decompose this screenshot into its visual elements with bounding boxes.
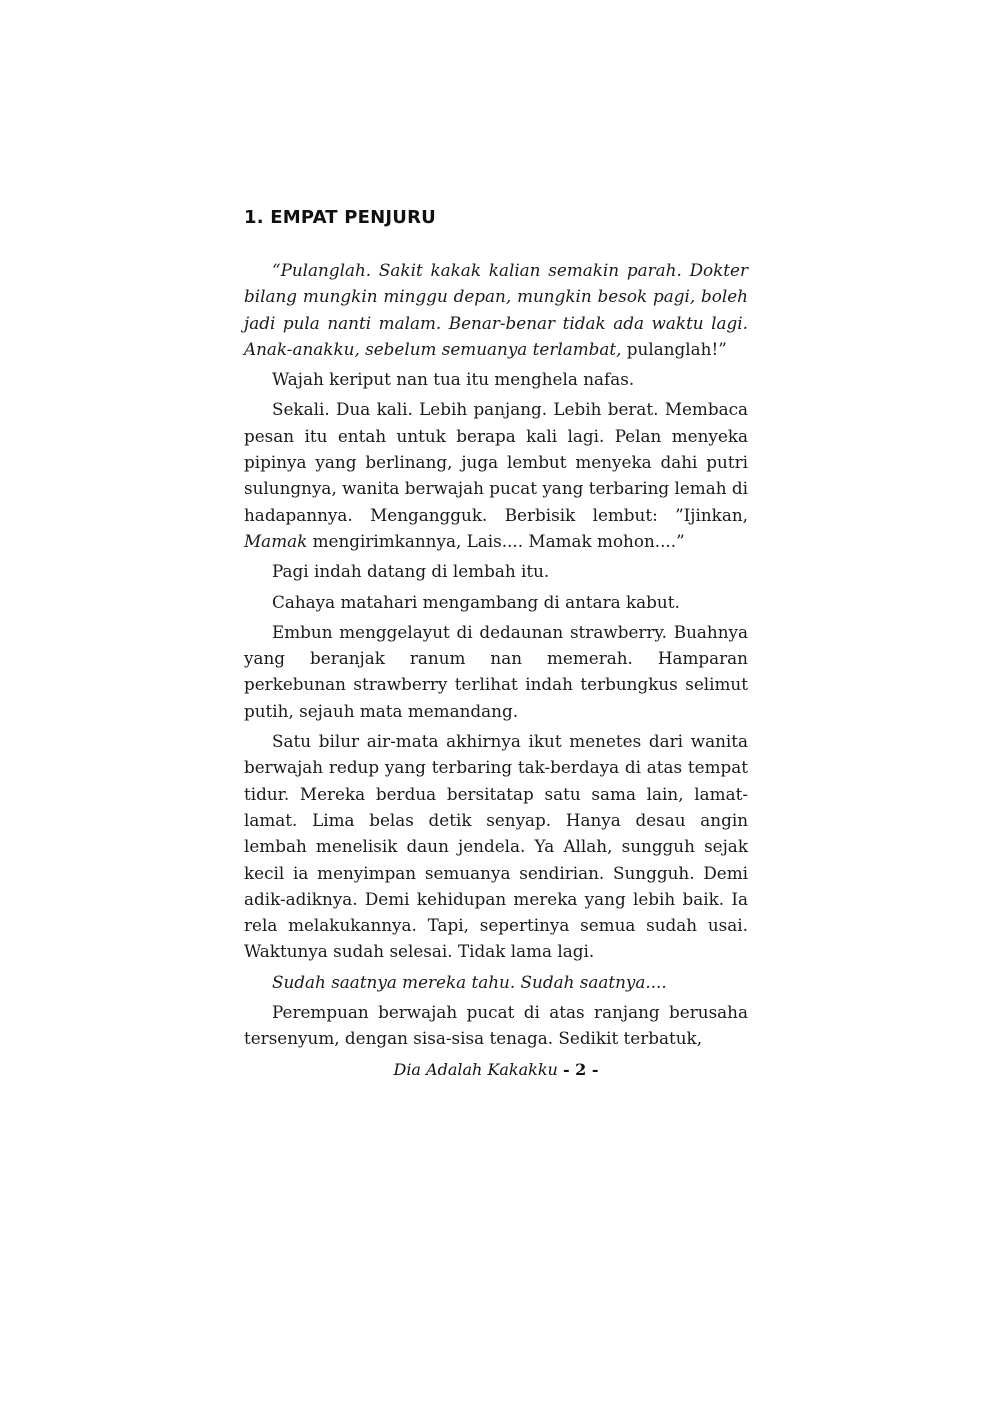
paragraph-italic: Sudah saatnya mereka tahu. Sudah saatnya.... [272,971,667,992]
chapter-title: 1. EMPAT PENJURU [244,207,436,228]
paragraph-emphasis: Mamak [244,530,308,551]
footer-book-title: Dia Adalah Kakakku [393,1060,558,1079]
letter-closing: pulanglah! [621,338,719,359]
footer-page-number: - 2 - [562,1060,599,1079]
page-footer [0,1060,992,1079]
page-body [244,205,748,1052]
paragraph [244,396,748,554]
letter-quote-end: ” [718,338,727,359]
paragraph: Wajah keriput nan tua itu menghela nafas. [272,369,635,390]
paragraph: Pagi indah datang di lembah itu. [272,561,550,582]
paragraph-letter [244,257,748,362]
paragraph: Perempuan berwajah pucat di atas ranjang berusaha tersenyum, dengan sisa-sisa tenaga. Sedikit terbatuk, [244,1002,748,1049]
paragraph-text: mengirimkannya, Lais.... Mamak mohon....” [307,530,685,551]
paragraph: Satu bilur air-mata akhirnya ikut menetes dari wanita berwajah redup yang terbaring tak-berdaya di atas tempat tidur. Mereka berdua bersitatap satu sama lain, lamat-lamat. Lima belas detik senyap. Hanya desau angin lembah menelisik daun jendela. Ya Allah, sungguh sejak kecil ia menyimpan semuanya sendirian. Sungguh. Demi adik-adiknya. Demi kehidupan mereka yang lebih baik. Ia rela melakukannya. Tapi, sepertinya semua sudah usai. Waktunya sudah selesai. Tidak lama lagi. [244,731,748,962]
paragraph-text: Sekali. Dua kali. Lebih panjang. Lebih berat. Membaca pesan itu entah untuk berapa kali lagi. Pelan menyeka pipinya yang berlinang, juga lembut menyeka dahi putri sulungnya, wanita berwajah pucat yang terbaring lemah di hadapannya. Mengangguk. Berbisik lembut: ”Ijinkan, [244,399,748,525]
paragraph: Embun menggelayut di dedaunan strawberry. Buahnya yang beranjak ranum nan memerah. Hamparan perkebunan strawberry terlihat indah terbungkus selimut putih, sejauh mata memandang. [244,621,748,721]
letter-text: “Pulanglah. Sakit kakak kalian semakin parah. Dokter bilang mungkin minggu depan, mungkin besok pagi, boleh jadi pula nanti malam. Benar-benar tidak ada waktu lagi. Anak-anakku, sebelum semuanya terlambat, [244,260,748,359]
paragraph: Cahaya matahari mengambang di antara kabut. [272,591,680,612]
